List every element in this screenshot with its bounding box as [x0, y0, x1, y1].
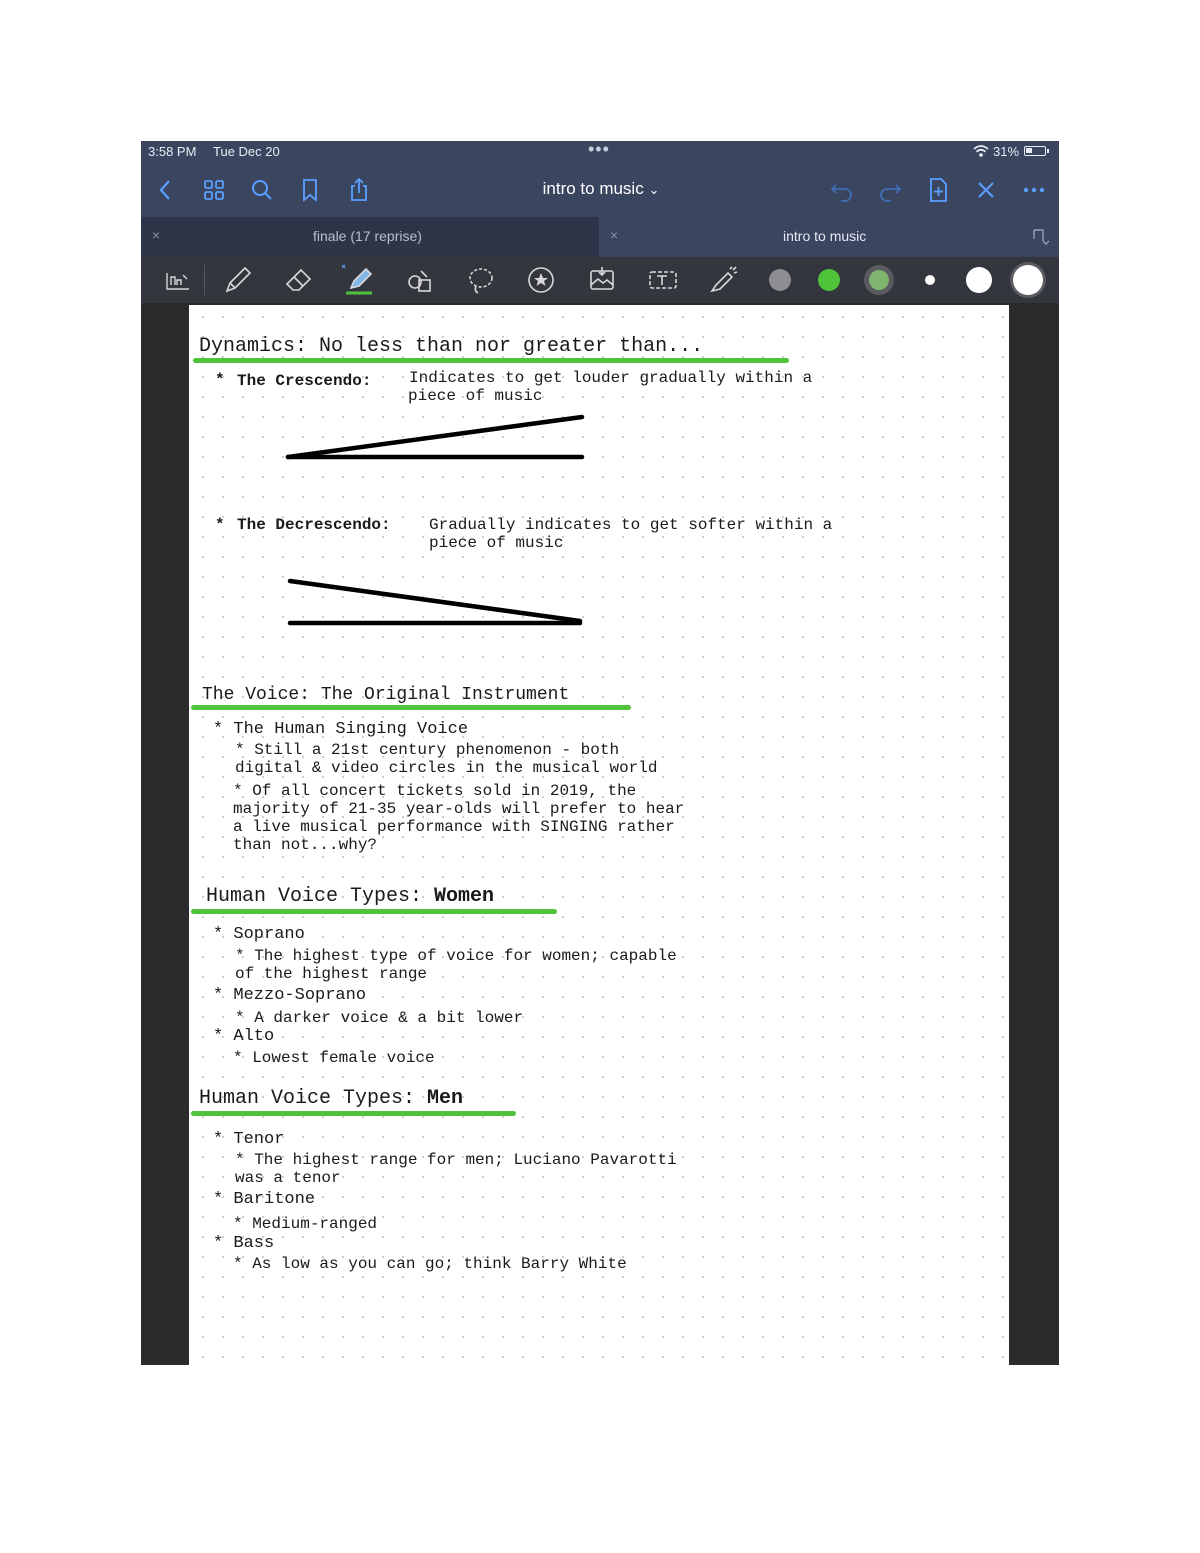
sub-item: was a tenor [235, 1169, 341, 1187]
ipad-screen [141, 141, 1059, 1365]
pen-tool-icon[interactable] [221, 263, 255, 297]
share-icon[interactable] [344, 175, 374, 205]
search-icon[interactable] [247, 175, 277, 205]
sub-item: * The highest type of voice for women; capable [235, 947, 677, 965]
back-chevron-icon[interactable] [151, 175, 181, 205]
list-item: * Bass [213, 1234, 275, 1253]
tab-label: intro to music [783, 228, 867, 244]
sub-item: * Of all concert tickets sold in 2019, the [233, 782, 637, 800]
heading-prefix: Human Voice Types: [206, 885, 435, 908]
drawing-toolbar [141, 257, 1059, 303]
sub-item: * A darker voice & a bit lower [235, 1009, 524, 1027]
undo-icon[interactable] [827, 175, 857, 205]
stroke-size-medium[interactable] [966, 267, 992, 293]
battery-percent: 31% [993, 144, 1020, 159]
read-only-toggle-icon[interactable] [161, 263, 195, 297]
heading-emphasis: Men [427, 1087, 464, 1110]
text-tool-icon[interactable] [646, 263, 680, 297]
list-item: * Tenor [213, 1130, 285, 1149]
bullet: * [215, 371, 225, 389]
stroke-size-large-dot [1013, 265, 1043, 295]
decrescendo-term: The Decrescendo: [237, 516, 391, 534]
redo-icon[interactable] [875, 175, 905, 205]
bookmark-icon[interactable] [295, 175, 325, 205]
tab-bar [141, 217, 1059, 257]
heading-underline [191, 1111, 516, 1116]
sub-item: * Lowest female voice [233, 1049, 435, 1067]
crescendo-hairpin-drawing [284, 413, 589, 463]
crescendo-term: The Crescendo: [237, 372, 372, 390]
tab-finale[interactable] [141, 217, 599, 257]
toolbar-divider [204, 265, 205, 295]
heading-underline [193, 358, 789, 363]
heading-underline [191, 909, 557, 914]
color-swatch-light-green [869, 270, 889, 290]
sub-item: of the highest range [235, 965, 428, 983]
list-item: * Alto [213, 1027, 275, 1046]
chevron-down-icon: ⌄ [648, 182, 660, 197]
sub-item: digital & video circles in the musical world [235, 759, 658, 777]
sub-item: * Still a 21st century phenomenon - both [235, 741, 620, 759]
image-tool-icon[interactable] [585, 263, 619, 297]
decrescendo-definition-line1: Gradually indicates to get softer within a [429, 516, 833, 534]
sub-item: * Medium-ranged [233, 1215, 378, 1233]
lasso-tool-icon[interactable] [464, 263, 498, 297]
status-date: Tue Dec 20 [213, 144, 280, 159]
tab-label: finale (17 reprise) [313, 228, 422, 244]
status-bar [141, 141, 1059, 165]
laser-pointer-icon[interactable] [706, 263, 740, 297]
color-swatch-gray[interactable] [769, 269, 791, 291]
heading-dynamics: Dynamics: No less than nor greater than... [199, 335, 704, 358]
sub-item: than not...why? [233, 836, 378, 854]
list-item: * The Human Singing Voice [213, 720, 469, 739]
color-swatch-selected-ring[interactable] [864, 265, 894, 295]
shape-tool-icon[interactable] [403, 263, 437, 297]
document-title: intro to music [542, 179, 644, 198]
decrescendo-definition-line2: piece of music [429, 534, 564, 552]
bullet: * [215, 516, 225, 534]
battery-icon [1024, 146, 1046, 156]
heading-voice-types-men [199, 1087, 463, 1110]
sub-item: a live musical performance with SINGING rather [233, 818, 675, 836]
heading-voice: The Voice: The Original Instrument [202, 685, 570, 705]
heading-emphasis: Women [434, 885, 495, 908]
thumbnails-grid-icon[interactable] [199, 175, 229, 205]
add-page-icon[interactable] [923, 175, 953, 205]
wifi-icon [973, 144, 989, 158]
tab-intro-to-music[interactable] [599, 217, 1059, 257]
decrescendo-hairpin-drawing [284, 575, 589, 630]
list-item: * Soprano [213, 925, 305, 944]
tab-close-icon[interactable]: × [610, 227, 619, 243]
sub-item: * As low as you can go; think Barry White [233, 1255, 627, 1273]
close-icon[interactable] [971, 175, 1001, 205]
stroke-size-large-selected[interactable] [1010, 262, 1046, 298]
heading-voice-types-women [206, 885, 494, 908]
crescendo-definition-line1: Indicates to get louder gradually within a [409, 369, 813, 387]
nav-bar [141, 165, 1059, 217]
color-swatch-green[interactable] [818, 269, 840, 291]
list-item: * Mezzo-Soprano [213, 986, 367, 1005]
note-page[interactable] [189, 305, 1009, 1365]
elements-star-icon[interactable] [524, 263, 558, 297]
highlighter-tool-icon[interactable] [342, 263, 376, 297]
eraser-tool-icon[interactable] [282, 263, 316, 297]
sub-item: majority of 21-35 year-olds will prefer to hear [233, 800, 685, 818]
sub-item: * The highest range for men; Luciano Pavarotti [235, 1151, 677, 1169]
list-item: * Baritone [213, 1190, 316, 1209]
split-view-icon[interactable] [1031, 227, 1051, 247]
document-title-menu[interactable] [501, 179, 701, 199]
heading-prefix: Human Voice Types: [199, 1087, 428, 1110]
more-options-icon[interactable] [1019, 175, 1049, 205]
tab-close-icon[interactable]: × [152, 227, 161, 243]
heading-underline [191, 705, 631, 710]
status-time: 3:58 PM [148, 144, 197, 159]
crescendo-definition-line2: piece of music [408, 387, 543, 405]
multitasking-dots[interactable]: ••• [588, 141, 610, 159]
stroke-size-small[interactable] [925, 275, 935, 285]
